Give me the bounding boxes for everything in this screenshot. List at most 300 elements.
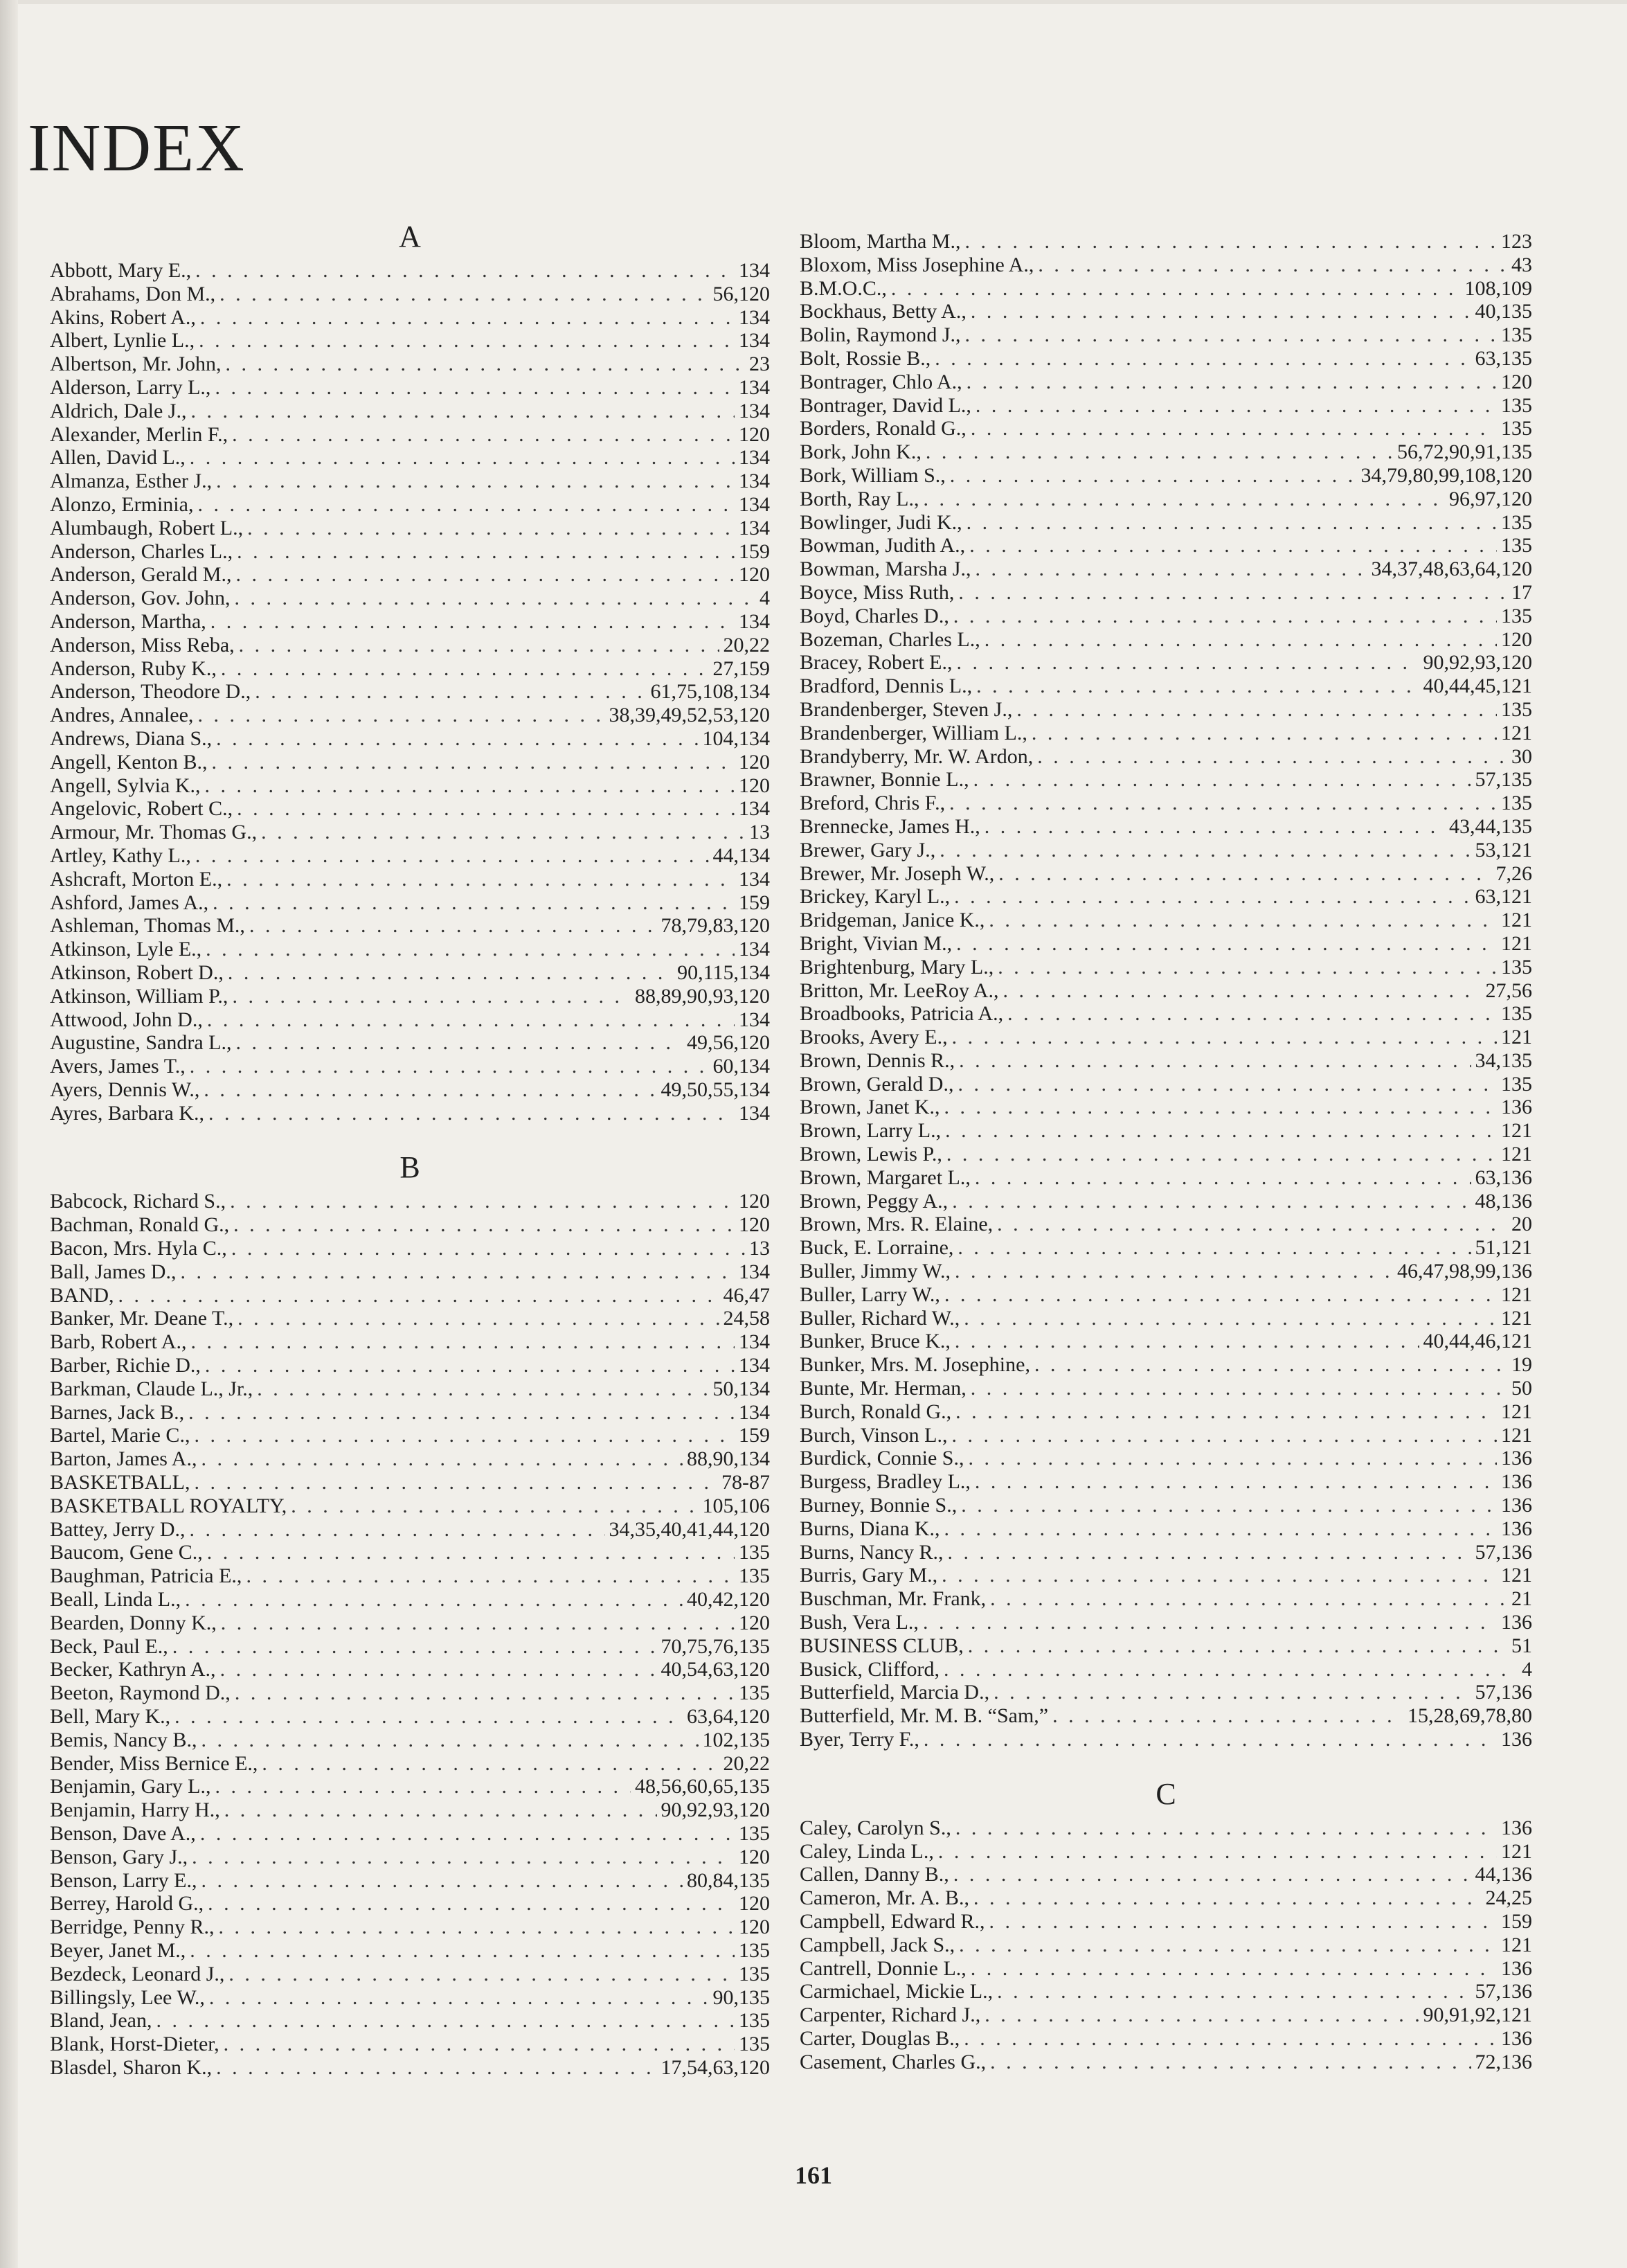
- entry-pages: 38,39,49,52,53,120: [609, 704, 770, 727]
- dot-leader: [197, 704, 604, 727]
- entry-pages: 135: [1501, 1002, 1532, 1026]
- dot-leader: [239, 634, 719, 657]
- index-entry: [50, 1401, 770, 1425]
- dot-leader: [998, 862, 1491, 886]
- entry-pages: 121: [1501, 1400, 1532, 1423]
- dot-leader: [213, 891, 735, 915]
- entry-name: Allen, David L.,: [50, 446, 186, 470]
- dot-leader: [959, 1934, 1497, 1957]
- entry-name: Broadbooks, Patricia A.,: [800, 1002, 1004, 1026]
- entry-pages: 135: [1501, 323, 1532, 347]
- entry-pages: 63,135: [1475, 346, 1532, 370]
- entry-pages: 105,106: [702, 1494, 770, 1517]
- dot-leader: [1052, 1704, 1403, 1728]
- entry-pages: 121: [1501, 1143, 1532, 1166]
- dot-leader: [185, 1588, 683, 1611]
- index-entry: [50, 1055, 770, 1078]
- entry-name: Bunte, Mr. Herman,: [800, 1377, 967, 1400]
- entry-name: Angelovic, Robert C.,: [50, 797, 233, 821]
- entry-name: Busick, Clifford,: [800, 1657, 940, 1681]
- entry-pages: 135: [1501, 955, 1532, 979]
- entry-name: Anderson, Martha,: [50, 609, 206, 633]
- entry-name: Armour, Mr. Thomas G.,: [50, 821, 258, 844]
- index-entry: [50, 400, 770, 423]
- entry-pages: 49,50,55,134: [660, 1078, 770, 1101]
- index-entry: [800, 534, 1532, 557]
- index-entry: [800, 792, 1532, 815]
- section-spacer: [50, 1125, 770, 1145]
- dot-leader: [952, 1026, 1497, 1049]
- dot-leader: [195, 259, 735, 283]
- dot-leader: [955, 1816, 1497, 1840]
- entry-pages: 15,28,69,78,80: [1408, 1704, 1532, 1728]
- entry-pages: 121: [1501, 1564, 1532, 1587]
- dot-leader: [247, 517, 735, 540]
- dot-leader: [989, 1910, 1497, 1934]
- entry-name: Benjamin, Harry H.,: [50, 1798, 220, 1822]
- entry-pages: 90,92,93,120: [660, 1798, 770, 1822]
- dot-leader: [190, 1939, 735, 1963]
- entry-pages: 40,44,45,121: [1423, 675, 1532, 698]
- entry-pages: 135: [1501, 697, 1532, 721]
- index-entry: [50, 1752, 770, 1776]
- index-entry: [800, 440, 1532, 464]
- entry-name: Angell, Sylvia K.,: [50, 774, 201, 797]
- dot-leader: [971, 300, 1471, 323]
- dot-leader: [221, 1611, 735, 1635]
- entry-pages: 50,134: [712, 1377, 770, 1400]
- entry-pages: 80,84,135: [687, 1868, 770, 1892]
- entry-name: Burns, Nancy R.,: [800, 1540, 944, 1564]
- entry-name: Boyd, Charles D.,: [800, 604, 949, 627]
- index-entry: [800, 370, 1532, 394]
- dot-leader: [944, 1096, 1497, 1119]
- dot-leader: [118, 1284, 719, 1307]
- entry-name: Beck, Paul E.,: [50, 1634, 168, 1658]
- entry-pages: 90,135: [712, 1985, 770, 2009]
- entry-name: Buller, Richard W.,: [800, 1306, 960, 1330]
- dot-leader: [237, 540, 735, 564]
- index-entry: [800, 1143, 1532, 1166]
- index-entry: [800, 1424, 1532, 1447]
- index-entry: [50, 1939, 770, 1963]
- index-entry: [800, 488, 1532, 511]
- index-entry: [50, 1705, 770, 1729]
- dot-leader: [1003, 979, 1482, 1003]
- page-binding-edge: [0, 0, 18, 2268]
- entry-name: Abbott, Mary E.,: [50, 259, 192, 282]
- entry-pages: 63,64,120: [687, 1705, 770, 1729]
- entry-name: Ball, James D.,: [50, 1260, 177, 1283]
- dot-leader: [209, 1986, 709, 2010]
- entry-pages: 51,121: [1475, 1236, 1532, 1260]
- entry-pages: 135: [1501, 534, 1532, 557]
- dot-leader: [201, 1447, 683, 1471]
- entry-pages: 61,75,108,134: [650, 680, 770, 704]
- dot-leader: [230, 1190, 735, 1213]
- index-entry: [50, 1031, 770, 1055]
- dot-leader: [924, 1728, 1497, 1751]
- index-entry: [800, 1213, 1532, 1236]
- entry-pages: 40,44,46,121: [1423, 1330, 1532, 1353]
- entry-pages: 63,136: [1475, 1166, 1532, 1189]
- entry-name: Bradford, Dennis L.,: [800, 675, 973, 698]
- dot-leader: [201, 1869, 683, 1893]
- dot-leader: [221, 657, 709, 681]
- dot-leader: [235, 587, 755, 610]
- entry-pages: 159: [1501, 1909, 1532, 1933]
- entry-name: Brandenberger, William L.,: [800, 721, 1027, 744]
- entry-pages: 23: [749, 352, 770, 376]
- dot-leader: [975, 1166, 1471, 1190]
- entry-pages: 120: [1501, 627, 1532, 651]
- entry-pages: 134: [739, 867, 770, 891]
- index-entry: [50, 1260, 770, 1284]
- dot-leader: [207, 1541, 735, 1564]
- dot-leader: [1037, 745, 1507, 769]
- dot-leader: [945, 1119, 1497, 1143]
- entry-name: Augustine, Sandra L.,: [50, 1031, 232, 1055]
- index-entry: [50, 1213, 770, 1237]
- entry-pages: 90,91,92,121: [1423, 2003, 1532, 2027]
- section-letter-heading: A: [399, 220, 421, 253]
- index-entry: [800, 1494, 1532, 1517]
- entry-name: Anderson, Theodore D.,: [50, 680, 251, 704]
- index-entry: [800, 651, 1532, 675]
- dot-leader: [246, 1564, 735, 1588]
- dot-leader: [955, 1400, 1497, 1424]
- dot-leader: [215, 1775, 631, 1798]
- entry-pages: 136: [1501, 1956, 1532, 1980]
- entry-pages: 88,89,90,93,120: [635, 984, 770, 1008]
- index-entry: [50, 1518, 770, 1542]
- dot-leader: [976, 394, 1497, 418]
- entry-name: Andrews, Diana S.,: [50, 726, 213, 750]
- entry-name: Bolin, Raymond J.,: [800, 323, 961, 347]
- index-entry: [50, 587, 770, 610]
- index-entry: [800, 1119, 1532, 1143]
- entry-pages: 134: [739, 446, 770, 470]
- entry-name: Anderson, Gerald M.,: [50, 563, 232, 587]
- dot-leader: [190, 1330, 735, 1354]
- entry-name: Borth, Ray L.,: [800, 487, 919, 510]
- entry-pages: 57,136: [1475, 1540, 1532, 1564]
- dot-leader: [216, 470, 735, 493]
- entry-name: Burgess, Bradley L.,: [800, 1470, 971, 1494]
- dot-leader: [215, 376, 735, 400]
- entry-pages: 46,47,98,99,136: [1397, 1260, 1532, 1283]
- dot-leader: [935, 347, 1471, 370]
- entry-name: Buller, Jimmy W.,: [800, 1260, 951, 1283]
- index-entry: [800, 768, 1532, 792]
- entry-pages: 4: [759, 587, 770, 610]
- entry-pages: 134: [739, 1008, 770, 1031]
- dot-leader: [944, 1658, 1518, 1681]
- dot-leader: [953, 1863, 1471, 1886]
- entry-pages: 136: [1501, 2026, 1532, 2050]
- entry-pages: 44,136: [1475, 1863, 1532, 1886]
- entry-pages: 134: [739, 797, 770, 821]
- index-entry: [800, 1260, 1532, 1283]
- dot-leader: [891, 277, 1461, 301]
- index-entry: [50, 446, 770, 470]
- entry-name: Ayers, Dennis W.,: [50, 1078, 200, 1101]
- dot-leader: [965, 323, 1497, 347]
- entry-name: Bemis, Nancy B.,: [50, 1728, 197, 1751]
- entry-name: Bozeman, Charles L.,: [800, 627, 980, 651]
- entry-name: Bloxom, Miss Josephine A.,: [800, 253, 1034, 276]
- index-entry: [800, 1400, 1532, 1424]
- dot-leader: [967, 511, 1497, 535]
- section-spacer: [800, 1751, 1532, 1772]
- index-entry: [800, 956, 1532, 979]
- entry-pages: 134: [739, 1330, 770, 1354]
- dot-leader: [946, 1143, 1497, 1166]
- entry-pages: 43,44,135: [1449, 814, 1532, 838]
- index-entry: [50, 1008, 770, 1032]
- entry-name: Albert, Lynlie L.,: [50, 329, 195, 352]
- dot-leader: [965, 230, 1498, 253]
- index-entry: [800, 1564, 1532, 1587]
- dot-leader: [233, 1213, 735, 1237]
- entry-name: Alonzo, Erminia,: [50, 492, 194, 516]
- entry-name: Brickey, Karyl L.,: [800, 885, 951, 909]
- dot-leader: [174, 1705, 683, 1729]
- dot-leader: [190, 1055, 709, 1078]
- entry-pages: 49,56,120: [687, 1031, 770, 1055]
- index-entry: [50, 844, 770, 868]
- index-entry: [800, 300, 1532, 323]
- index-entry: [800, 1447, 1532, 1470]
- entry-pages: 121: [1501, 1839, 1532, 1863]
- index-entry: [800, 1704, 1532, 1728]
- entry-name: Babcock, Richard S.,: [50, 1190, 226, 1213]
- dot-leader: [219, 283, 708, 306]
- dot-leader: [989, 909, 1497, 932]
- dot-leader: [971, 417, 1497, 440]
- index-entry: [50, 2056, 770, 2080]
- dot-leader: [955, 1330, 1419, 1353]
- entry-pages: 40,42,120: [687, 1588, 770, 1611]
- entry-name: Brandenberger, Steven J.,: [800, 697, 1013, 721]
- dot-leader: [971, 1377, 1507, 1400]
- entry-name: Bacon, Mrs. Hyla C.,: [50, 1237, 227, 1260]
- entry-pages: 134: [739, 492, 770, 516]
- index-entry: [50, 1588, 770, 1611]
- entry-name: Campbell, Jack S.,: [800, 1933, 955, 1956]
- index-entry: [800, 698, 1532, 722]
- entry-pages: 135: [739, 1962, 770, 1985]
- entry-pages: 48,136: [1475, 1189, 1532, 1213]
- dot-leader: [940, 839, 1471, 862]
- dot-leader: [231, 1237, 745, 1260]
- entry-name: Bezdeck, Leonard J.,: [50, 1962, 225, 1985]
- entry-pages: 120: [739, 1892, 770, 1916]
- dot-leader: [208, 1892, 735, 1916]
- entry-pages: 21: [1511, 1587, 1532, 1611]
- entry-pages: 120: [739, 1611, 770, 1634]
- index-entry: [800, 1634, 1532, 1658]
- entry-name: Bunker, Bruce K.,: [800, 1330, 951, 1353]
- entry-name: Bridgeman, Janice K.,: [800, 909, 985, 932]
- index-entry: [50, 1892, 770, 1916]
- dot-leader: [967, 370, 1497, 394]
- index-entry: [50, 1078, 770, 1102]
- index-entry: [800, 815, 1532, 839]
- dot-leader: [944, 1283, 1497, 1307]
- index-entry: [800, 1886, 1532, 1910]
- index-entry: [50, 680, 770, 704]
- entry-name: Benson, Dave A.,: [50, 1822, 196, 1845]
- entry-pages: 135: [1501, 1072, 1532, 1096]
- entry-name: Bork, John K.,: [800, 440, 922, 464]
- dot-leader: [216, 727, 698, 751]
- index-entry: [50, 563, 770, 587]
- index-column-left: [50, 215, 770, 2080]
- entry-pages: 121: [1501, 721, 1532, 744]
- index-entry: [50, 352, 770, 376]
- entry-name: Bowman, Marsha J.,: [800, 557, 971, 581]
- dot-leader: [190, 446, 735, 470]
- index-entry: [50, 1963, 770, 1986]
- index-entry: [800, 1587, 1532, 1611]
- entry-name: Ashcraft, Morton E.,: [50, 867, 223, 891]
- dot-leader: [204, 1078, 656, 1102]
- entry-pages: 136: [1501, 1728, 1532, 1751]
- index-entry: [800, 1611, 1532, 1634]
- index-entry: [800, 1026, 1532, 1049]
- index-entry: [50, 470, 770, 493]
- dot-leader: [985, 2003, 1419, 2027]
- entry-name: Beeton, Raymond D.,: [50, 1681, 231, 1705]
- entry-pages: 134: [739, 516, 770, 539]
- index-entry: [50, 1307, 770, 1330]
- index-entry: [50, 1658, 770, 1681]
- index-entry: [800, 1073, 1532, 1096]
- dot-leader: [990, 1587, 1507, 1611]
- entry-pages: 17: [1511, 580, 1532, 604]
- dot-leader: [232, 423, 735, 447]
- entry-name: Almanza, Esther J.,: [50, 470, 213, 493]
- entry-pages: 134: [739, 938, 770, 961]
- entry-name: Benson, Gary J.,: [50, 1845, 188, 1868]
- entry-name: Bolt, Rossie B.,: [800, 346, 931, 370]
- dot-leader: [172, 1635, 657, 1659]
- index-entry: [50, 2033, 770, 2056]
- entry-name: Bloom, Martha M.,: [800, 230, 961, 253]
- dot-leader: [262, 1752, 719, 1776]
- dot-leader: [216, 2056, 656, 2080]
- entry-name: Burris, Gary M.,: [800, 1564, 938, 1587]
- index-entry: [50, 540, 770, 564]
- dot-leader: [952, 1190, 1471, 1213]
- entry-name: Blasdel, Sharon K.,: [50, 2055, 213, 2079]
- entry-pages: 13: [749, 821, 770, 844]
- index-entry: [50, 1377, 770, 1401]
- entry-name: Benson, Larry E.,: [50, 1868, 197, 1892]
- entry-pages: 135: [1501, 510, 1532, 534]
- entry-pages: 136: [1501, 1494, 1532, 1517]
- dot-leader: [969, 1447, 1498, 1470]
- entry-name: Brown, Lewis P.,: [800, 1143, 942, 1166]
- dot-leader: [994, 1681, 1471, 1704]
- entry-pages: 134: [739, 329, 770, 352]
- dot-leader: [949, 792, 1497, 815]
- entry-name: Bontrager, Chlo A.,: [800, 370, 962, 393]
- index-entry: [50, 1681, 770, 1705]
- entry-pages: 46,47: [723, 1283, 770, 1307]
- entry-name: Anderson, Miss Reba,: [50, 633, 235, 657]
- entry-pages: 134: [739, 609, 770, 633]
- entry-pages: 90,115,134: [677, 961, 770, 984]
- entry-name: Barb, Robert A.,: [50, 1330, 187, 1354]
- entry-pages: 56,120: [712, 282, 770, 305]
- index-entry: [50, 727, 770, 751]
- entry-pages: 96,97,120: [1449, 487, 1532, 510]
- index-entry: [50, 797, 770, 821]
- index-entry: [800, 2051, 1532, 2074]
- entry-pages: 40,135: [1475, 300, 1532, 323]
- index-entry: [50, 821, 770, 844]
- dot-leader: [964, 1307, 1497, 1330]
- index-entry: [800, 1377, 1532, 1400]
- entry-name: Barkman, Claude L., Jr.,: [50, 1377, 253, 1400]
- dot-leader: [985, 628, 1497, 652]
- entry-name: Anderson, Gov. John,: [50, 587, 231, 610]
- entry-pages: 134: [739, 1354, 770, 1377]
- index-entry: [800, 979, 1532, 1003]
- dot-leader: [968, 1634, 1507, 1658]
- index-entry: [50, 1775, 770, 1798]
- entry-pages: 159: [739, 891, 770, 914]
- entry-pages: 120: [739, 1845, 770, 1868]
- entry-name: Ashleman, Thomas M.,: [50, 914, 245, 938]
- dot-leader: [211, 751, 735, 774]
- dot-leader: [942, 1564, 1497, 1587]
- entry-pages: 48,56,60,65,135: [635, 1775, 770, 1798]
- entry-name: Bartel, Marie C.,: [50, 1424, 190, 1447]
- dot-leader: [959, 1049, 1471, 1073]
- index-entry: [800, 1681, 1532, 1704]
- dot-leader: [190, 400, 735, 423]
- dot-leader: [985, 815, 1445, 839]
- entry-pages: 120: [1501, 370, 1532, 393]
- entry-name: Abrahams, Don M.,: [50, 282, 216, 305]
- entry-pages: 135: [739, 2009, 770, 2033]
- entry-pages: 88,90,134: [687, 1447, 770, 1471]
- dot-leader: [956, 651, 1419, 675]
- index-entry: [50, 634, 770, 657]
- entry-name: Bunker, Mrs. M. Josephine,: [800, 1353, 1030, 1377]
- entry-name: Avers, James T.,: [50, 1055, 186, 1078]
- page-title: INDEX: [28, 111, 246, 186]
- dot-leader: [257, 1377, 708, 1401]
- dot-leader: [255, 680, 646, 704]
- index-entry: [50, 329, 770, 352]
- index-entry: [50, 259, 770, 283]
- dot-leader: [235, 563, 735, 587]
- index-entry: [800, 628, 1532, 652]
- entry-name: Buller, Larry W.,: [800, 1283, 940, 1306]
- index-entry: [800, 464, 1532, 488]
- entry-name: Barnes, Jack B.,: [50, 1400, 185, 1424]
- dot-leader: [224, 1798, 657, 1822]
- index-entry: [50, 306, 770, 330]
- dot-leader: [969, 534, 1497, 557]
- index-entry: [50, 868, 770, 891]
- index-entry: [50, 610, 770, 634]
- dot-leader: [207, 1008, 735, 1032]
